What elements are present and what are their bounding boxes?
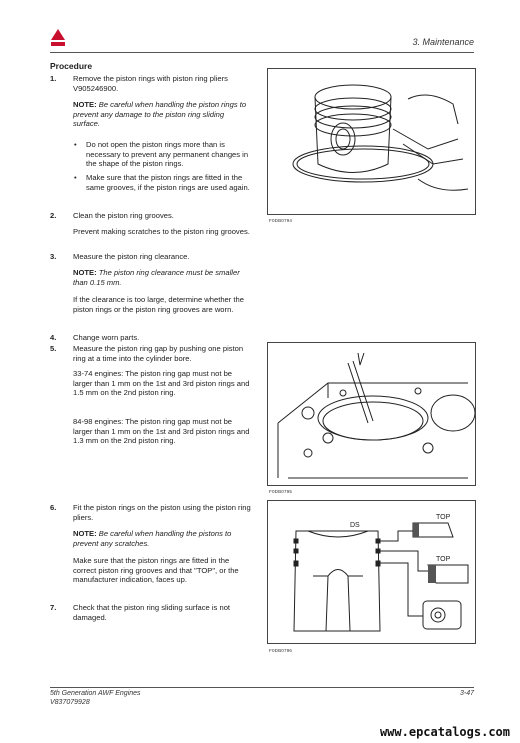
step-number: 1. bbox=[50, 74, 57, 83]
step-text: Check that the piston ring sliding surface is not damaged. bbox=[73, 603, 231, 622]
cylinder-bore-illustration bbox=[268, 343, 475, 485]
step-number: 6. bbox=[50, 503, 57, 512]
figure-piston-ring-pliers bbox=[267, 68, 476, 215]
procedure-heading: Procedure bbox=[50, 61, 93, 71]
step-number: 5. bbox=[50, 344, 57, 353]
figure-ring-gap-measure bbox=[267, 342, 476, 486]
step-text: Measure the piston ring clearance. bbox=[73, 252, 190, 261]
step-number: 2. bbox=[50, 211, 57, 220]
step-text: Remove the piston rings with piston ring pliers V905246900. bbox=[73, 74, 228, 93]
footer-doc-number: V837079928 bbox=[50, 699, 90, 706]
piston-section-illustration bbox=[268, 501, 475, 643]
step-note: NOTE: The piston ring clearance must be smaller than 0.15 mm. bbox=[73, 268, 240, 287]
step-extra: If the clearance is too large, determine whether the piston rings or the piston ring grooves are worn. bbox=[73, 295, 244, 314]
watermark: www.epcatalogs.com bbox=[379, 725, 510, 739]
step-extra: 84-98 engines: The piston ring gap must not be larger than 1 mm on the 1st and 3rd piston rings and 1.3 mm on the 2nd piston ring. bbox=[73, 417, 250, 446]
step-text: Fit the piston rings on the piston using the piston ring pliers. bbox=[73, 503, 251, 522]
step-number: 3. bbox=[50, 252, 57, 261]
top-label: TOP bbox=[436, 514, 451, 521]
section-title: 3. Maintenance bbox=[412, 37, 474, 47]
top-label: TOP bbox=[436, 556, 451, 563]
figure-code: F0DB0795 bbox=[269, 489, 293, 494]
step-extra: 33-74 engines: The piston ring gap must not be larger than 1 mm on the 1st and 3rd piston rings and 1.5 mm on the 2nd piston ring. bbox=[73, 369, 250, 398]
figure-code: F0DB0794 bbox=[269, 218, 293, 223]
page-number: 3-47 bbox=[459, 690, 474, 697]
step-extra: Prevent making scratches to the piston ring grooves. bbox=[73, 227, 250, 236]
step-extra: Make sure that the piston rings are fitted in the correct piston ring grooves and that "TOP", or the manufacturer indication, faces up. bbox=[73, 556, 239, 585]
figure-code: F0DB0796 bbox=[269, 648, 293, 653]
footer-divider bbox=[50, 687, 474, 688]
step-number: 4. bbox=[50, 333, 57, 342]
header-divider bbox=[50, 52, 474, 53]
figure-ring-orientation bbox=[267, 500, 476, 644]
ds-label: DS bbox=[350, 522, 360, 529]
step-note: NOTE: Be careful when handling the pistons to prevent any scratches. bbox=[73, 529, 232, 548]
step-text: Clean the piston ring grooves. bbox=[73, 211, 174, 220]
step-note: NOTE: Be careful when handling the piston rings to prevent any damage to the piston ring sliding surface. bbox=[73, 100, 247, 129]
step-text: Change worn parts. bbox=[73, 333, 140, 342]
brand-logo bbox=[50, 28, 66, 48]
footer-manual-title: 5th Generation AWF Engines bbox=[50, 690, 141, 697]
piston-pliers-illustration bbox=[268, 69, 475, 214]
step-number: 7. bbox=[50, 603, 57, 612]
step-text: Measure the piston ring gap by pushing one piston ring at a time into the cylinder bore. bbox=[73, 344, 244, 363]
